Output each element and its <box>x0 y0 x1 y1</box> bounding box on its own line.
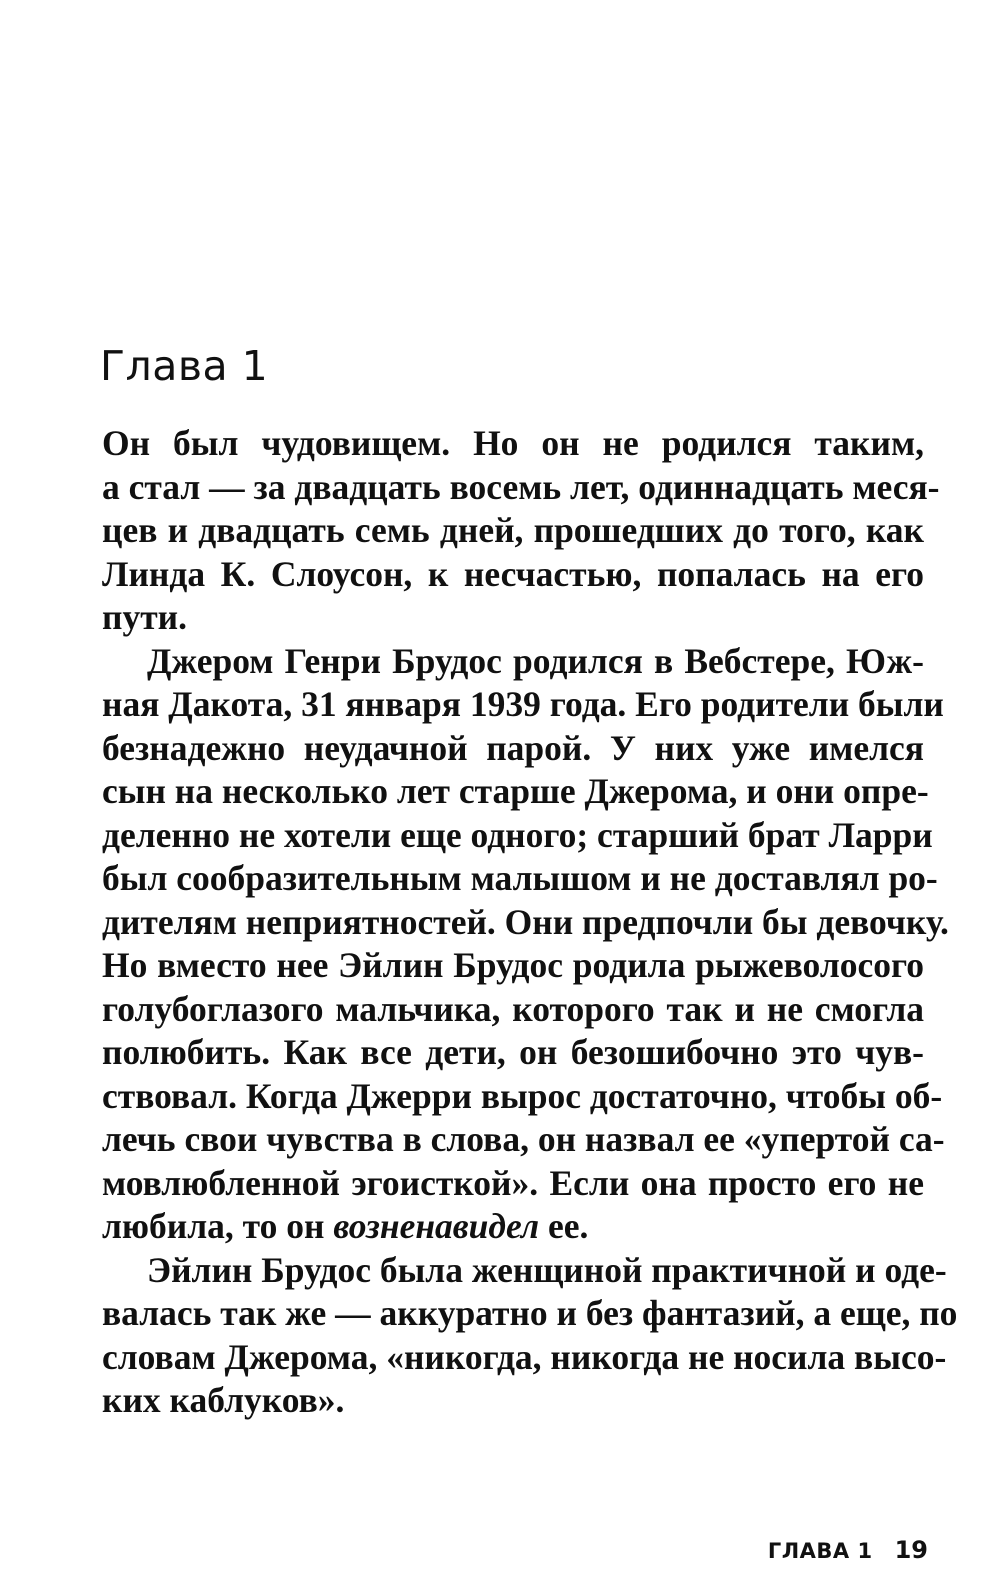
text-line: мовлюбленной эгоисткой». Если она просто его не <box>102 1162 924 1203</box>
text-segment: ее. <box>539 1206 589 1246</box>
text-line: деленно не хотели еще одного; старший брат Ларри <box>102 814 933 855</box>
text-line: словам Джерома, «никогда, никогда не носила высо- <box>102 1336 947 1377</box>
text-line: сын на несколько лет старше Джерома, и они опре- <box>102 771 929 811</box>
text-line: Джером Генри Брудос родился в Вебстере, Юж- <box>147 640 924 681</box>
text-line: Он был чудовищем. Но он не родился таким, <box>102 423 924 463</box>
text-line: Линда К. Слоусон, к несчастью, попалась на его <box>102 553 924 594</box>
text-line: лечь свои чувства в слова, он назвал ее «упертой са- <box>102 1119 945 1159</box>
body-text <box>102 422 958 1423</box>
chapter-title: Глава 1 <box>100 342 269 390</box>
running-head: ГЛАВА 1 <box>767 1539 873 1563</box>
text-line: дителям неприятностей. Они предпочли бы девочку. <box>102 901 949 942</box>
text-line: цев и двадцать семь дней, прошедших до того, как <box>102 510 924 550</box>
text-line <box>102 1205 924 1249</box>
text-line: голубоглазого мальчика, которого так и не смогла <box>102 988 924 1029</box>
text-line: пути. <box>102 597 187 637</box>
text-line: ких каблуков». <box>102 1380 345 1420</box>
text-line: Эйлин Брудос была женщиной практичной и оде- <box>147 1249 947 1290</box>
page-footer <box>768 1536 928 1564</box>
text-segment: любила, то он <box>102 1206 334 1246</box>
text-line: безнадежно неудачной парой. У них уже имелся <box>102 727 924 768</box>
text-line: Но вместо нее Эйлин Брудос родила рыжеволосого <box>102 945 924 985</box>
emphasis-text: возненавидел <box>333 1206 540 1246</box>
page-number: 19 <box>894 1536 928 1564</box>
text-line: полюбить. Как все дети, он безошибочно это чув- <box>102 1032 924 1072</box>
text-line: а стал — за двадцать восемь лет, одиннадцать меся- <box>102 466 940 507</box>
text-line: ная Дакота, 31 января 1939 года. Его родители были <box>102 684 944 724</box>
text-line: валась так же — аккуратно и без фантазий, а еще, по <box>102 1293 958 1333</box>
text-line: был сообразительным малышом и не доставлял ро- <box>102 858 938 898</box>
text-line: ствовал. Когда Джерри вырос достаточно, чтобы об- <box>102 1075 943 1116</box>
